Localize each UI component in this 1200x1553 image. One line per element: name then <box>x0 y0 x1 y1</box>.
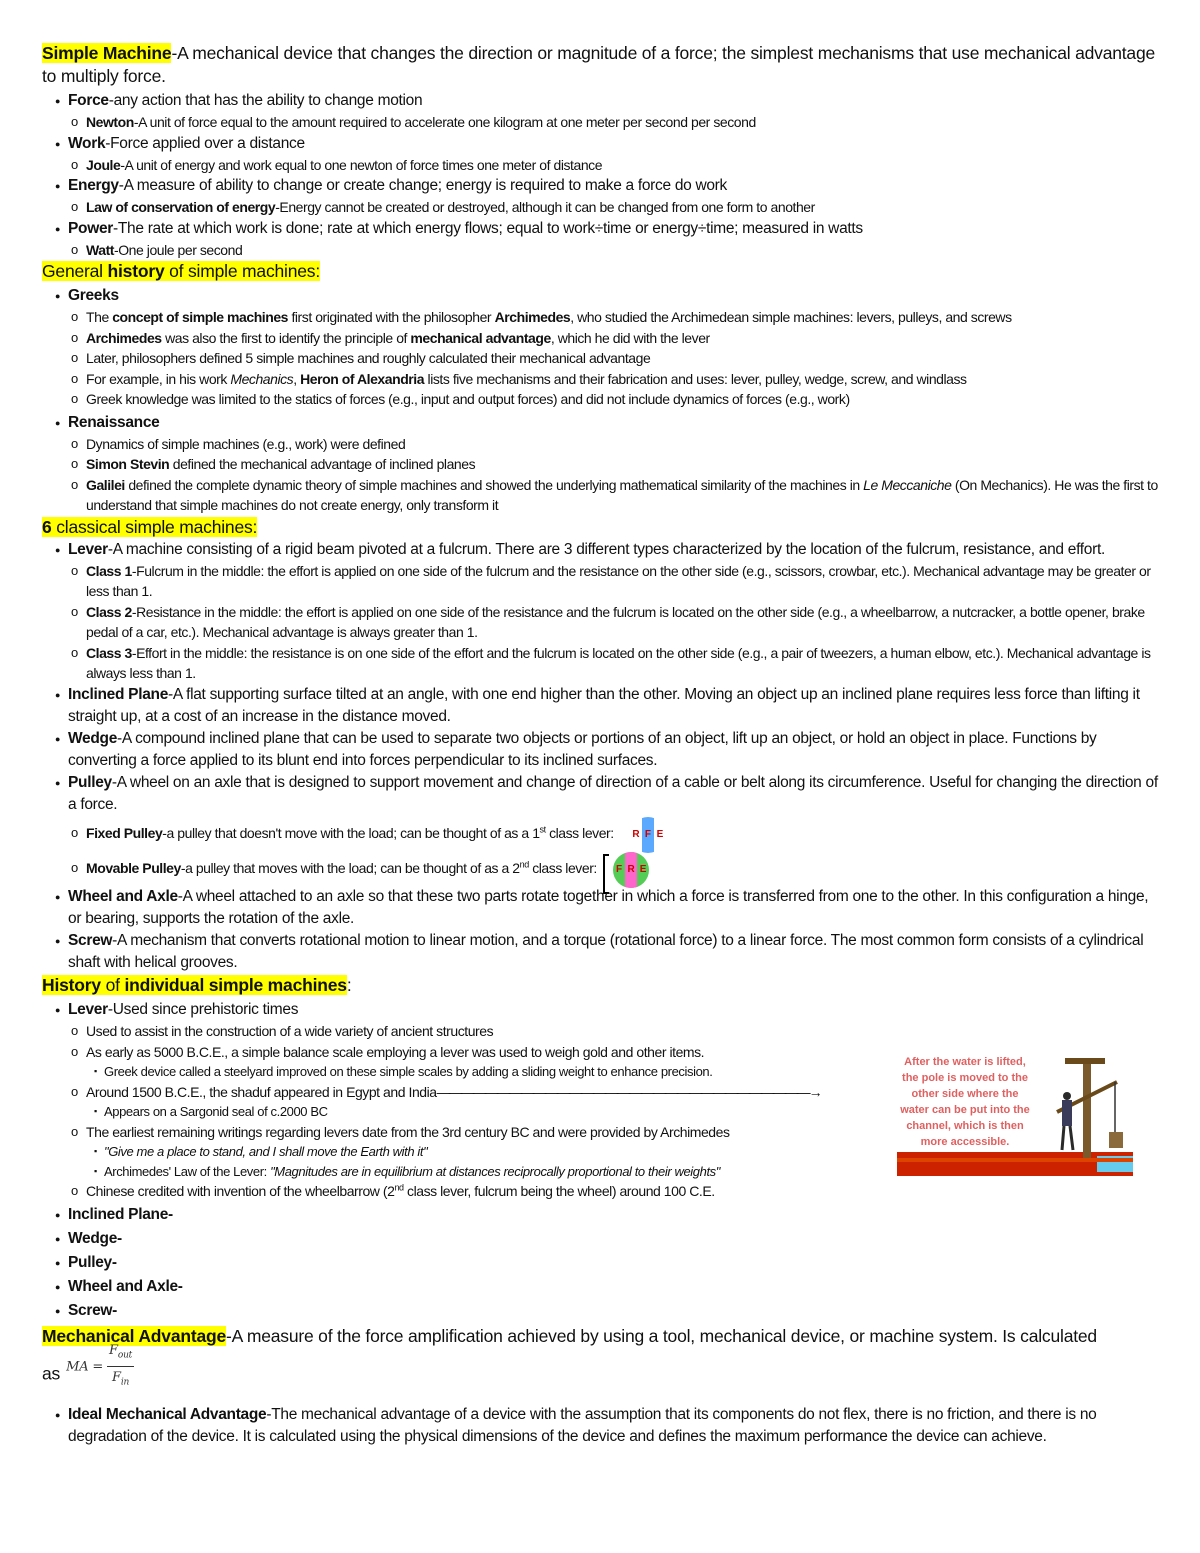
heading-number: 6 <box>42 516 52 537</box>
text-bold: Archimedes <box>86 329 162 346</box>
formula-denominator <box>112 1367 129 1394</box>
text-bold: Heron of Alexandria <box>300 370 425 387</box>
text: Dynamics of simple machines (e.g., work) were defined <box>86 435 406 452</box>
term-work: Work <box>68 134 106 152</box>
individual-history-heading <box>42 974 1162 997</box>
list-item-screw <box>42 930 1162 974</box>
greeks-point-4 <box>42 369 1162 390</box>
list-item-energy <box>42 175 1162 197</box>
text: defined the mechanical advantage of inclined planes <box>169 456 476 472</box>
list-item-work <box>42 133 1162 155</box>
text: Later, philosophers defined 5 simple machines and roughly calculated their mechanical advantage <box>86 350 651 366</box>
def-watt: -One joule per second <box>114 241 243 258</box>
ideal-mechanical-advantage <box>42 1404 1162 1448</box>
text-italic: Mechanics <box>230 370 294 387</box>
term-energy: Energy <box>68 177 119 194</box>
text: as <box>42 1363 61 1384</box>
formula-lhs: MA = <box>66 1359 104 1375</box>
term-newton: Newton <box>86 114 134 130</box>
greeks-point-5 <box>42 389 1162 410</box>
greeks-point-3 <box>42 348 1162 369</box>
term-watt: Watt <box>86 241 115 258</box>
def-wedge: -A compound inclined plane that can be used to separate two objects or portions of an object, lift up an object, or hold an object in place. Functions by converting a force applied to its blunt end into forces perpendicular to its inclined surfaces. <box>68 729 1097 769</box>
text-bold: Galilei <box>86 476 125 493</box>
heading-bold: individual simple machines <box>124 975 347 996</box>
renaissance-title: Renaissance <box>68 413 160 431</box>
term-movable-pulley: Movable Pulley <box>86 859 181 876</box>
text: defined the complete dynamic theory of simple machines and showed the underlying mathematical similarity of the machines in <box>124 476 864 493</box>
list-item-greeks <box>42 285 1162 307</box>
list-item-power <box>42 218 1162 240</box>
text: Appears on a Sargonid seal of c.2000 BC <box>104 1104 328 1120</box>
text: F <box>112 1370 121 1386</box>
term-class-1: Class 1 <box>86 562 132 579</box>
movable-pulley-item <box>42 851 1162 886</box>
pulley-label-f: F <box>616 864 622 876</box>
term-screw: Screw <box>68 932 113 950</box>
fixed-pulley-diagram <box>618 817 680 851</box>
arrow-right-icon: ———————————————————————————————→ <box>436 1083 821 1100</box>
text: , which he did with the lever <box>550 329 710 346</box>
superscript: nd <box>394 1182 404 1193</box>
term-ideal-ma: Ideal Mechanical Advantage <box>68 1405 267 1423</box>
renaissance-point-2 <box>42 454 1162 475</box>
subscript: in <box>120 1377 130 1388</box>
heading-bold: History <box>42 975 101 996</box>
text: , who studied the Archimedean simple machines: levers, pulleys, and screws <box>570 309 1012 325</box>
text: F <box>109 1342 118 1358</box>
text: was also the first to identify the principle of <box>161 329 411 346</box>
general-history-heading <box>42 260 1162 283</box>
text-bold: Simon Stevin <box>86 456 170 472</box>
term: Pulley- <box>68 1253 117 1271</box>
sub-item-watt <box>42 240 1162 261</box>
fixed-pulley-item <box>42 816 1162 851</box>
list-item-renaissance <box>42 412 1162 434</box>
formula-line <box>42 1342 1162 1402</box>
text: , <box>293 370 301 387</box>
pulley-label-e: E <box>639 864 646 876</box>
text-bold: mechanical advantage <box>410 329 551 346</box>
list-item-lever <box>42 539 1162 561</box>
superscript: nd <box>519 859 529 870</box>
pulley-wheel <box>613 852 649 888</box>
sub-item-joule <box>42 155 1162 176</box>
individual-wedge <box>42 1228 1162 1250</box>
greeks-title: Greeks <box>68 287 119 304</box>
pulley-label-f: F <box>642 817 654 853</box>
superscript: st <box>539 823 546 834</box>
text: class lever, fulcrum being the wheel) around 100 C.E. <box>403 1183 715 1200</box>
term-lever: Lever <box>68 540 108 558</box>
heading-colon: : <box>346 975 352 996</box>
renaissance-point-3 <box>42 475 1162 516</box>
lever-class-1 <box>42 561 1162 602</box>
individual-lever <box>42 999 1162 1021</box>
term-class-2: Class 2 <box>86 603 132 620</box>
renaissance-point-1 <box>42 434 1162 455</box>
term: Wheel and Axle- <box>68 1277 183 1295</box>
def-ideal-ma: -The mechanical advantage of a device with the assumption that its components do not flex, there is no friction, and there is no degradation of the device. It is calculated using the physical dimensions of the device and defines the maximum performance the device can achieve. <box>68 1405 1097 1445</box>
subscript: out <box>117 1350 133 1361</box>
term: Inclined Plane- <box>68 1205 173 1223</box>
def-class-2: -Resistance in the middle: the effort is applied on one side of the resistance and the fulcrum is located on the other side (e.g., a wheelbarrow, a nutcracker, a bottle opener, brake pedal of a car, etc.). Mechanical advantage is always greater than 1. <box>86 603 1145 640</box>
term-force: Force <box>68 92 109 109</box>
movable-pulley-diagram <box>601 852 663 886</box>
def-mechanical-advantage: -A measure of the force amplification achieved by using a tool, mechanical device, or machine system. Is calculated <box>226 1325 1097 1346</box>
text: Greek knowledge was limited to the statics of forces (e.g., input and output forces) and did not include dynamics of forces (e.g., work) <box>86 391 850 407</box>
ma-formula <box>66 1340 134 1394</box>
def-class-3: -Effort in the middle: the resistance is on one side of the effort and the fulcrum is located on the other side (e.g., a pair of tweezers, a human elbow, etc.). Mechanical advantage is always less than 1. <box>86 644 1151 681</box>
text: Used to assist in the construction of a wide variety of ancient structures <box>86 1023 494 1040</box>
individual-inclined-plane <box>42 1204 1162 1226</box>
term-simple-machine: Simple Machine <box>42 43 172 63</box>
def-conservation: -Energy cannot be created or destroyed, although it can be changed from one form to another <box>275 199 815 215</box>
def-energy: -A measure of ability to change or create change; energy is required to make a force do work <box>118 177 727 194</box>
term: Screw- <box>68 1301 118 1319</box>
individual-wheel-axle <box>42 1276 1162 1298</box>
heading-bold: history <box>107 261 165 281</box>
term-power: Power <box>68 219 114 237</box>
text: (On Mechanics). He was the first to understand that simple machines do not create energy, only transform it <box>86 476 1158 513</box>
heading-prefix: General <box>42 261 108 281</box>
text: For example, in his work <box>86 370 231 387</box>
greeks-point-2 <box>42 328 1162 349</box>
text: first originated with the philosopher <box>288 309 495 325</box>
lever-history-1 <box>42 1021 1162 1042</box>
term-wheel-axle: Wheel and Axle <box>68 888 178 906</box>
list-item-pulley <box>42 772 1162 816</box>
text-bold: Archimedes <box>494 309 571 325</box>
shaduf-illustration <box>897 1052 1133 1176</box>
def-inclined-plane: -A flat supporting surface tilted at an angle, with one end higher than the other. Moving an object up an inclined plane requires less force than lifting it straight up, at a cost of an increase in the distance moved. <box>68 685 1140 725</box>
term-joule: Joule <box>86 156 121 173</box>
def-lever: -Used since prehistoric times <box>107 1001 299 1019</box>
term-pulley: Pulley <box>68 773 112 791</box>
heading-suffix: of simple machines: <box>164 261 320 281</box>
pulley-label-r: R <box>630 817 642 853</box>
text: Chinese credited with invention of the wheelbarrow (2 <box>86 1183 395 1200</box>
list-item-force <box>42 90 1162 112</box>
def-wheel-axle: -A wheel attached to an axle so that these two parts rotate together in which a force is transferred from one to the other. In this configuration a hinge, or bearing, supports the rotation of the axle. <box>68 888 1149 928</box>
text: class lever: <box>528 859 597 876</box>
simple-machine-definition <box>42 42 1162 88</box>
term-conservation: Law of conservation of energy <box>86 199 276 215</box>
formula-numerator <box>107 1340 134 1368</box>
lever-class-3 <box>42 643 1162 684</box>
individual-screw <box>42 1300 1162 1322</box>
heading-text: classical simple machines: <box>51 516 258 537</box>
quote: "Magnitudes are in equilibrium at distances reciprocally proportional to their weights" <box>270 1163 720 1179</box>
text: As early as 5000 B.C.E., a simple balance scale employing a lever was used to weigh gold and other items. <box>86 1043 705 1060</box>
list-item-wedge <box>42 728 1162 772</box>
text: lists five mechanisms and their fabrication and uses: lever, pulley, wedge, screw, and windlass <box>424 370 967 387</box>
individual-pulley <box>42 1252 1162 1274</box>
def-fixed-pulley: -a pulley that doesn't move with the load; can be thought of as a 1 <box>162 824 540 841</box>
document-body <box>42 42 1162 1448</box>
mechanical-advantage-definition <box>42 1325 1162 1348</box>
text: Greek device called a steelyard improved on these simple scales by adding a sliding weight to enhance precision. <box>104 1064 713 1080</box>
heading-text: of <box>100 975 125 996</box>
def-newton: -A unit of force equal to the amount required to accelerate one kilogram at one meter per second per second <box>133 114 756 130</box>
text-italic: Le Meccaniche <box>863 476 952 493</box>
pulley-label-e: E <box>654 817 666 853</box>
text-bold: concept of simple machines <box>112 309 289 325</box>
simple-machine-def-text: -A mechanical device that changes the direction or magnitude of a force; the simplest mechanisms that use mechanical advantage to multiply force. <box>42 43 1156 86</box>
pulley-label-r: R <box>625 852 637 888</box>
text: Around 1500 B.C.E., the shaduf appeared in Egypt and India <box>86 1083 437 1100</box>
text: Archimedes' Law of the Lever: <box>104 1163 271 1179</box>
term-wedge: Wedge <box>68 729 118 747</box>
def-screw: -A mechanism that converts rotational motion to linear motion, and a torque (rotational force) to a linear force. The most common form consists of a cylindrical shaft with helical grooves. <box>68 932 1144 972</box>
text: The earliest remaining writings regarding levers date from the 3rd century BC and were provided by Archimedes <box>86 1123 730 1140</box>
list-item-wheel-axle <box>42 886 1162 930</box>
sub-item-conservation <box>42 197 1162 218</box>
lever-history-5 <box>42 1181 1162 1202</box>
def-class-1: -Fulcrum in the middle: the effort is applied on one side of the fulcrum and the resistance on the other side (e.g., scissors, crowbar, etc.). Mechanical advantage may be greater or less than 1. <box>86 562 1151 599</box>
classical-heading <box>42 516 1162 539</box>
formula-fraction <box>107 1340 134 1394</box>
term-fixed-pulley: Fixed Pulley <box>86 824 163 841</box>
lever-class-2 <box>42 602 1162 643</box>
shaduf-caption: After the water is lifted, the pole is moved to the other side where the water can be put into the channel, which is then more accessible. <box>900 1056 1030 1148</box>
def-lever: -A machine consisting of a rigid beam pivoted at a fulcrum. There are 3 different types characterized by the location of the fulcrum, resistance, and effort. <box>107 540 1105 558</box>
term: Wedge- <box>68 1229 122 1247</box>
pulley-wheel <box>630 817 666 853</box>
term-mechanical-advantage: Mechanical Advantage <box>42 1325 227 1346</box>
text: The <box>86 309 113 325</box>
term-inclined-plane: Inclined Plane <box>68 685 169 703</box>
def-joule: -A unit of energy and work equal to one newton of force times one meter of distance <box>120 156 603 173</box>
term-lever: Lever <box>68 1001 108 1019</box>
greeks-point-1 <box>42 307 1162 328</box>
def-force: -any action that has the ability to change motion <box>108 92 423 109</box>
def-power: -The rate at which work is done; rate at which energy flows; equal to work÷time or energy÷time; measured in watts <box>113 219 863 237</box>
list-item-inclined-plane <box>42 684 1162 728</box>
text: class lever: <box>545 824 614 841</box>
quote: "Give me a place to stand, and I shall move the Earth with it" <box>104 1144 428 1160</box>
sub-item-newton <box>42 112 1162 133</box>
term-class-3: Class 3 <box>86 644 132 661</box>
def-pulley: -A wheel on an axle that is designed to support movement and change of direction of a cable or belt along its circumference. Useful for changing the direction of a force. <box>68 773 1158 813</box>
def-work: -Force applied over a distance <box>105 134 305 152</box>
def-movable-pulley: -a pulley that moves with the load; can be thought of as a 2 <box>180 859 520 876</box>
